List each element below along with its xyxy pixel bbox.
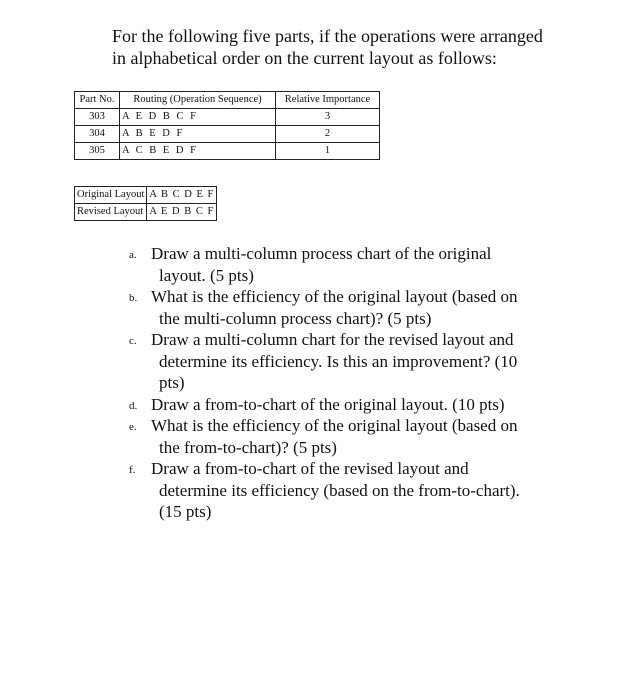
- layout-sequence-cell: A B C D E F: [147, 187, 217, 204]
- question-text-line: determine its efficiency (based on the from-to-chart).: [159, 480, 520, 500]
- question-text-line: What is the efficiency of the original layout (based on: [151, 416, 518, 435]
- intro-paragraph: [112, 25, 582, 69]
- layout-sequence-cell: A E D B C F: [147, 204, 217, 221]
- table-row: [75, 204, 217, 221]
- question-text-line: Draw a multi-column process chart of the original: [151, 244, 492, 263]
- intro-line-2: in alphabetical order on the current layout as follows:: [112, 48, 497, 68]
- table-header-row: [75, 92, 380, 109]
- question-text-line: the from-to-chart)? (5 pts): [159, 437, 337, 457]
- question-f: [127, 458, 567, 523]
- routing-cell: A B E D F: [120, 126, 276, 143]
- part-number-cell: 303: [75, 109, 120, 126]
- question-text-line: Draw a from-to-chart of the revised layout and: [151, 459, 469, 478]
- layout-label-cell: Original Layout: [75, 187, 147, 204]
- question-text-line: the multi-column process chart)? (5 pts): [159, 308, 432, 328]
- routing-cell: A E D B C F: [120, 109, 276, 126]
- question-letter: d.: [129, 399, 138, 412]
- part-number-cell: 305: [75, 143, 120, 160]
- question-letter: a.: [129, 249, 137, 261]
- question-c: [127, 329, 567, 394]
- importance-cell: 3: [276, 109, 380, 126]
- table-row: [75, 109, 380, 126]
- importance-cell: 2: [276, 126, 380, 143]
- table-row: [75, 126, 380, 143]
- question-letter: e.: [129, 421, 137, 433]
- part-number-cell: 304: [75, 126, 120, 143]
- intro-line-1: For the following five parts, if the operations were arranged: [112, 26, 543, 46]
- table-row: [75, 187, 217, 204]
- question-text-line: (15 pts): [159, 502, 212, 521]
- layout-comparison-table: [74, 186, 217, 221]
- question-e: [127, 415, 567, 458]
- question-d: [127, 394, 567, 416]
- question-text-line: layout. (5 pts): [159, 265, 254, 285]
- question-text-line: determine its efficiency. Is this an improvement? (10: [159, 351, 518, 371]
- question-text-line: Draw a from-to-chart of the original layout. (10 pts): [151, 394, 505, 414]
- question-list: [127, 243, 567, 523]
- question-letter: b.: [129, 292, 138, 304]
- header-routing: Routing (Operation Sequence): [120, 92, 276, 109]
- question-b: [127, 286, 567, 329]
- routing-cell: A C B E D F: [120, 143, 276, 160]
- question-letter: f.: [129, 464, 136, 476]
- importance-cell: 1: [276, 143, 380, 160]
- question-text-line: Draw a multi-column chart for the revised layout and: [151, 330, 514, 349]
- parts-routing-table: [74, 91, 380, 160]
- layout-label-cell: Revised Layout: [75, 204, 147, 221]
- table-row: [75, 143, 380, 160]
- question-text-line: What is the efficiency of the original layout (based on: [151, 287, 518, 306]
- header-relative-importance: Relative Importance: [276, 92, 380, 109]
- header-part-no: Part No.: [75, 92, 120, 109]
- question-text-line: pts): [159, 373, 185, 392]
- question-a: [127, 243, 567, 286]
- question-letter: c.: [129, 335, 137, 347]
